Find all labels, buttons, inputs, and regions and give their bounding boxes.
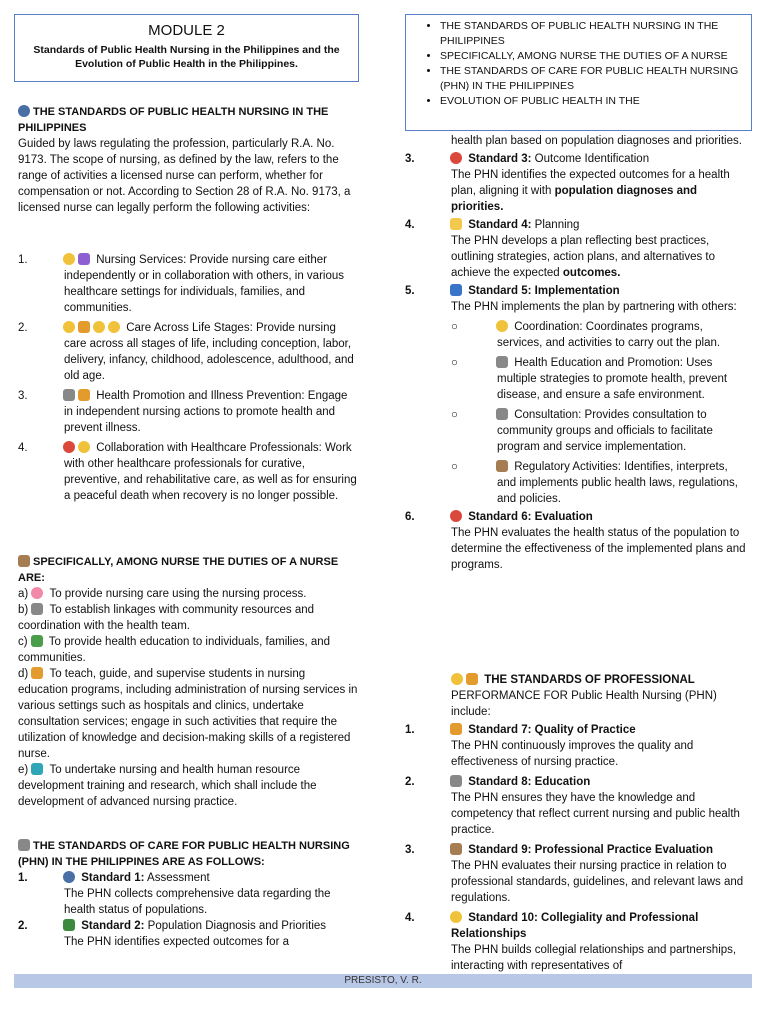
- document-icon: [18, 839, 30, 851]
- adult-icon: [78, 321, 90, 333]
- standard-text: The PHN identifies the expected outcomes for a health plan, aligning it with population diagnoses and priorities.: [451, 169, 730, 213]
- speech-bubble-icon: [496, 408, 508, 420]
- section-heading: THE STANDARDS OF CARE FOR PUBLIC HEALTH NURSING (PHN) IN THE PHILIPPINES ARE AS FOLLOWS:: [18, 840, 350, 868]
- page-footer: PRESISTO, V. R.: [14, 974, 752, 988]
- handshake-icon: [496, 320, 508, 332]
- standard-text: The PHN ensures they have the knowledge and competency that reflect current nursing and public health practice.: [451, 792, 740, 836]
- baby-icon: [63, 321, 75, 333]
- standard-item: 5. Standard 5: Implementation: [405, 285, 620, 297]
- standard-item: 1. Standard 7: Quality of Practice: [405, 724, 636, 736]
- module-header-box: [14, 14, 359, 82]
- list-item: a) To provide nursing care using the nursing process.: [18, 588, 307, 600]
- list-item: d) To teach, guide, and supervise students in nursing education programs, including administration of nursing services in various settings such as hospitals and clinics, undertake consultation services; engage in such activities that require the utilization of knowledge and decision-making skills of a registered nurse.: [18, 668, 358, 760]
- standard-text: The PHN implements the plan by partnering with others:: [451, 301, 737, 313]
- standard-text: The PHN collects comprehensive data regarding the health status of populations.: [64, 888, 331, 916]
- standard-text: The PHN identifies expected outcomes for a: [64, 936, 290, 948]
- list-item: ○ Health Education and Promotion: Uses multiple strategies to promote health, prevent disease, and ensure a safe environment.: [451, 357, 728, 401]
- section-heading-cont: PERFORMANCE FOR Public Health Nursing (PHN) include:: [451, 690, 717, 718]
- section-standards-of-care: [18, 838, 358, 950]
- list-item: 1. Nursing Services: Provide nursing care either independently or in collaboration with others, in various healthcare settings for individuals, families, and communities.: [18, 254, 344, 314]
- standard-item: 6. Standard 6: Evaluation: [405, 511, 593, 523]
- toc-item[interactable]: • SPECIFICALLY, AMONG NURSE THE DUTIES OF A NURSE: [440, 49, 751, 64]
- nurse-icon: [63, 253, 75, 265]
- syringe-icon: [31, 763, 43, 775]
- section-public-health-nursing: [18, 104, 358, 216]
- shield-icon: [63, 389, 75, 401]
- standard-item: 3. Standard 3: Outcome Identification: [405, 153, 650, 165]
- muscle-icon: [78, 389, 90, 401]
- rocket-icon: [450, 284, 462, 296]
- section-heading: SPECIFICALLY, AMONG NURSE THE DUTIES OF A NURSE ARE:: [18, 556, 339, 584]
- list-item: ○ Consultation: Provides consultation to community groups and officials to facilitate program and service implementation.: [451, 409, 713, 453]
- standard-item: 2. Standard 2: Population Diagnosis and Priorities: [18, 920, 327, 932]
- module-title: MODULE 2: [148, 22, 225, 39]
- list-item: 3. Health Promotion and Illness Prevention: Engage in independent nursing actions to promote health and prevent illness.: [18, 390, 348, 434]
- standard-item: 2. Standard 8: Education: [405, 776, 591, 788]
- list-item: b) To establish linkages with community resources and coordination with the health team.: [18, 604, 315, 632]
- folder-icon: [450, 218, 462, 230]
- standard-text: The PHN continuously improves the quality and effectiveness of nursing practice.: [451, 740, 694, 768]
- list-item: 4. Collaboration with Healthcare Professionals: Work with other healthcare professionals for curative, preventive, and rehabilitative care, as well as for ensuring a peaceful death when recovery is no longer possible.: [18, 442, 357, 502]
- scales-icon: [466, 673, 478, 685]
- section-heading: THE STANDARDS OF PROFESSIONAL: [484, 674, 695, 686]
- brain-icon: [31, 587, 43, 599]
- toc-item[interactable]: • EVOLUTION OF PUBLIC HEALTH IN THE: [440, 94, 751, 109]
- standard-item: 4. Standard 10: Collegiality and Professional Relationships: [405, 912, 699, 940]
- bar-chart-icon: [63, 919, 75, 931]
- standard-item: 4. Standard 4: Planning: [405, 219, 580, 231]
- people-icon: [18, 105, 30, 117]
- target-icon: [450, 152, 462, 164]
- toc-item[interactable]: • THE STANDARDS OF CARE FOR PUBLIC HEALTH NURSING (PHN) IN THE PHILIPPINES: [440, 64, 751, 94]
- smile-icon: [450, 911, 462, 923]
- link-icon: [31, 603, 43, 615]
- megaphone-icon: [496, 356, 508, 368]
- books-icon: [31, 635, 43, 647]
- doctor-icon: [78, 441, 90, 453]
- standard-text: The PHN evaluates the health status of the population to determine the effectiveness of the implemented plans and programs.: [451, 527, 746, 571]
- medical-icon: [78, 253, 90, 265]
- standard-item: 1. Standard 1: Assessment: [18, 872, 210, 884]
- list-item: 2. Care Across Life Stages: Provide nursing care across all stages of life, including conception, labor, delivery, infancy, childhood, adolescence, adulthood, and old age.: [18, 322, 354, 382]
- nurse-icon: [451, 673, 463, 685]
- list-item: ○ Regulatory Activities: Identifies, interprets, and implements public health laws, regulations, and policies.: [451, 461, 738, 505]
- teacher-icon: [31, 667, 43, 679]
- activities-list: [18, 252, 358, 504]
- chart-up-icon: [450, 510, 462, 522]
- tools-icon: [450, 723, 462, 735]
- graduation-cap-icon: [450, 775, 462, 787]
- implementation-list: [428, 319, 748, 507]
- section-body: Guided by laws regulating the profession, particularly R.A. No. 9173. The scope of nursing, as defined by the law, refers to the range of activities a licensed nurse can perform, whether for compensation or not. According to Section 28 of R.A. No. 9173, a licensed nurse can legally perform the following activities:: [18, 138, 351, 214]
- table-of-contents: [405, 14, 752, 131]
- toc-item[interactable]: • THE STANDARDS OF PUBLIC HEALTH NURSING IN THE PHILIPPINES: [440, 19, 751, 49]
- standard-text: health plan based on population diagnoses and priorities.: [451, 135, 742, 147]
- section-professional-performance: [451, 672, 751, 720]
- scroll-icon: [496, 460, 508, 472]
- clipboard-icon: [450, 843, 462, 855]
- section-duties: [18, 554, 358, 810]
- standard-item: 3. Standard 9: Professional Practice Evaluation: [405, 844, 713, 856]
- standards-continued: [405, 133, 748, 573]
- clipboard-icon: [18, 555, 30, 567]
- people-icon: [63, 871, 75, 883]
- section-heading: THE STANDARDS OF PUBLIC HEALTH NURSING IN THE PHILIPPINES: [18, 106, 329, 134]
- person-icon: [93, 321, 105, 333]
- standard-text: The PHN builds collegial relationships and partnerships, interacting with representatives of: [451, 944, 737, 972]
- list-item: c) To provide health education to individuals, families, and communities.: [18, 636, 331, 664]
- standard-text: The PHN evaluates their nursing practice in relation to professional standards, guidelines, and relevant laws and regulations.: [451, 860, 744, 904]
- hospital-icon: [63, 441, 75, 453]
- elder-icon: [108, 321, 120, 333]
- professional-standards-list: [405, 722, 748, 974]
- module-subtitle: Standards of Public Health Nursing in the Philippines and the Evolution of Public Health in the Philippines.: [33, 44, 340, 70]
- standard-text: The PHN develops a plan reflecting best practices, outlining strategies, action plans, and alternatives to achieve the expected outcomes.: [451, 235, 716, 279]
- list-item: e) To undertake nursing and health human resource development training and research, which shall include the development of advanced nursing practice.: [18, 764, 317, 808]
- list-item: ○ Coordination: Coordinates programs, services, and activities to carry out the plan.: [451, 321, 721, 349]
